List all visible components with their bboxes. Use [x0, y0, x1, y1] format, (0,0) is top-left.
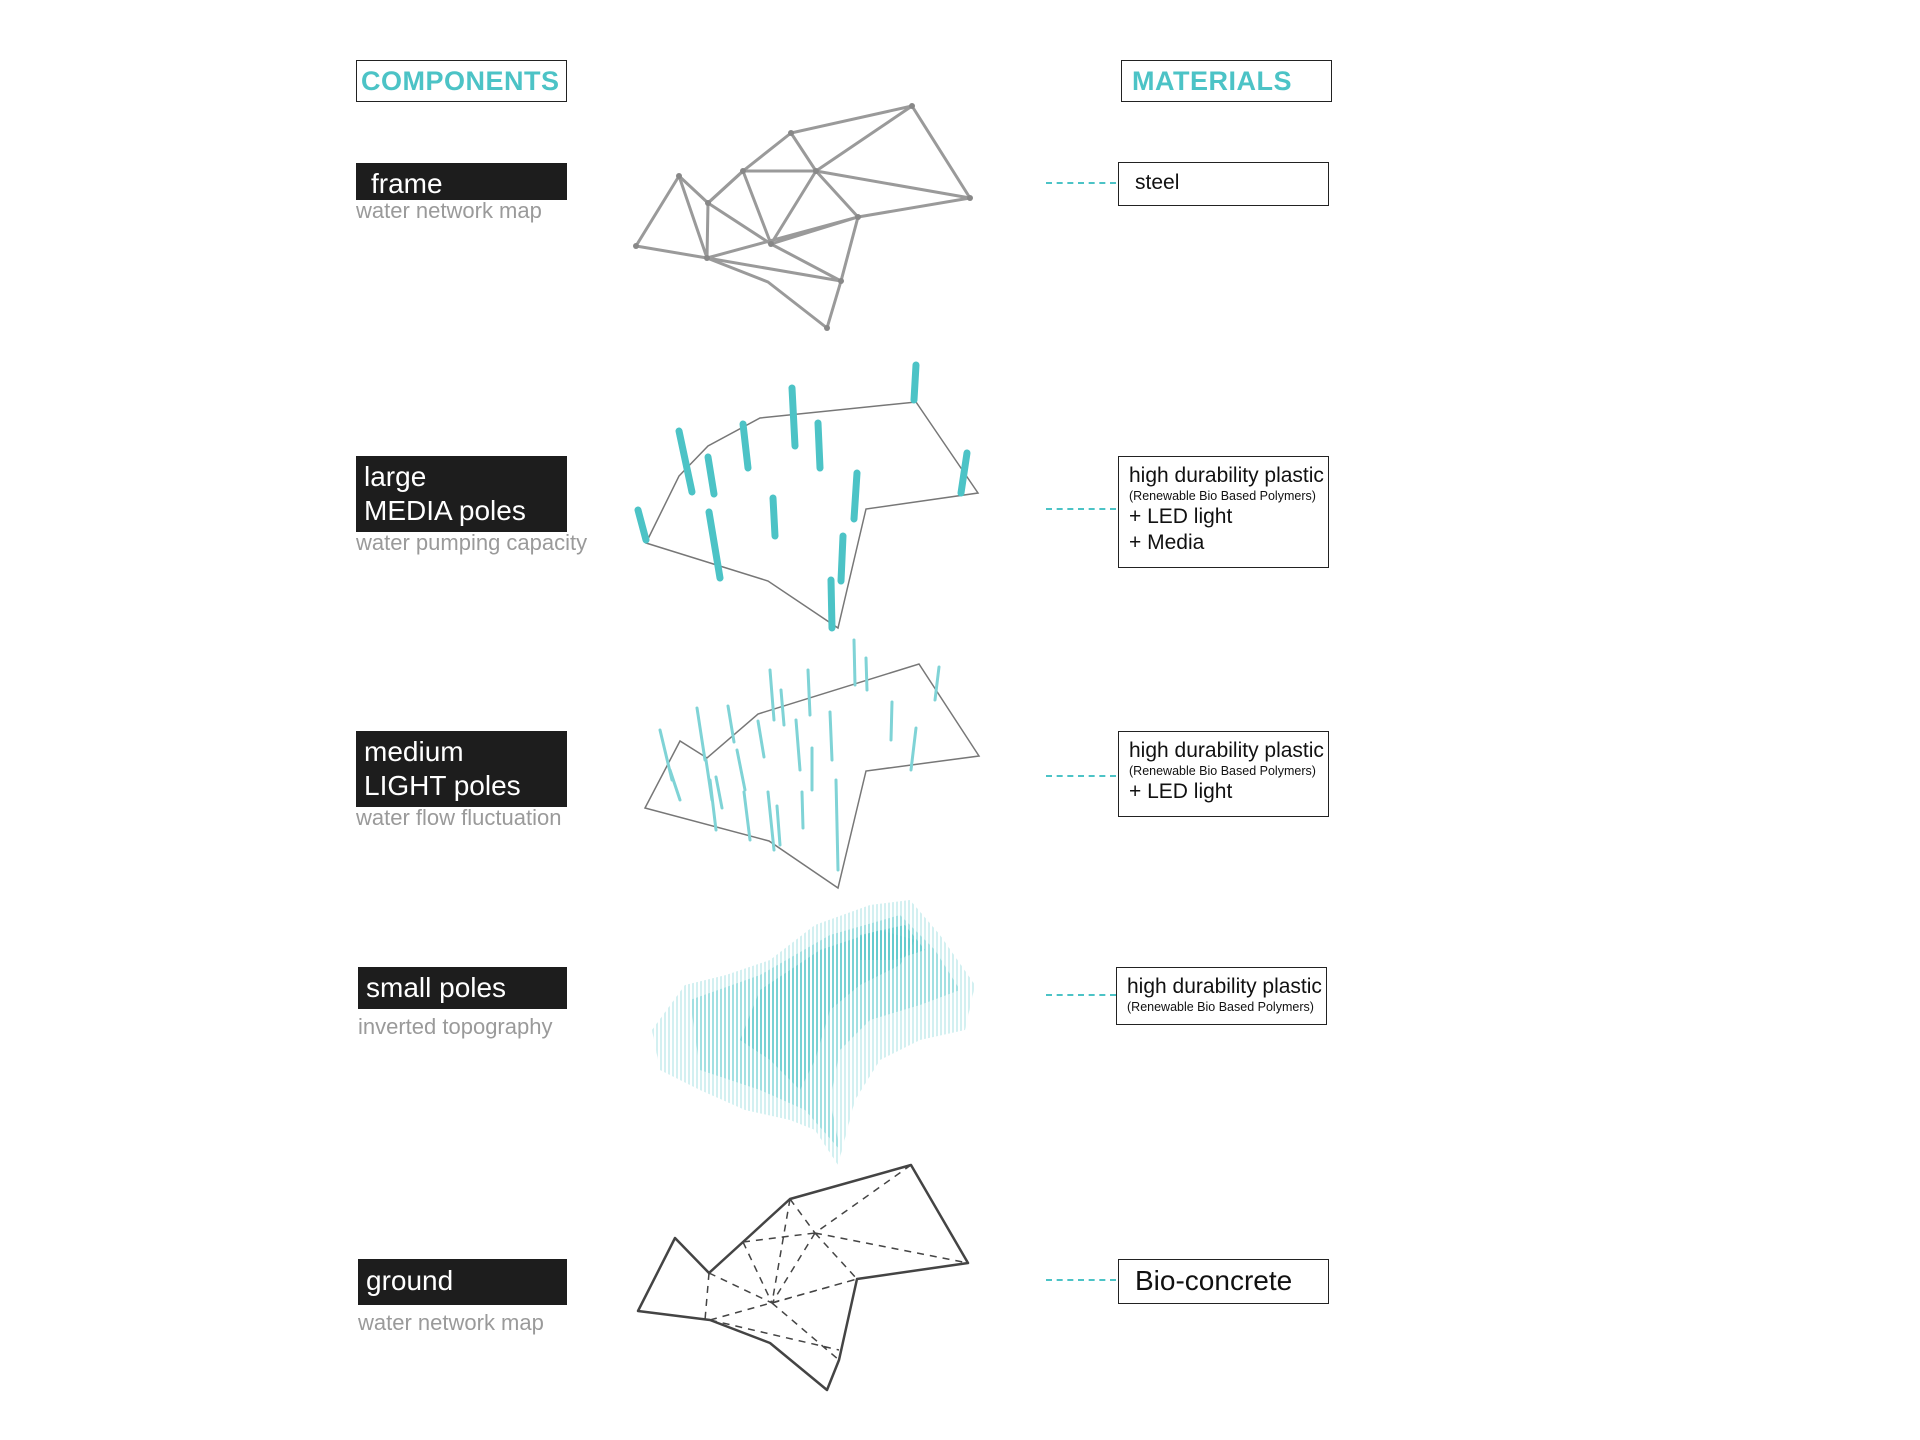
large-media-poles-drawing [638, 365, 978, 628]
material-name: high durability plastic [1127, 975, 1322, 998]
material-name: high durability plastic [1129, 739, 1324, 762]
small-poles-topography-drawing [652, 900, 975, 1165]
medium-light-poles-drawing [645, 640, 979, 888]
material-extra: + LED light [1129, 505, 1233, 528]
component-subtitle-large-media-poles: water pumping capacity [356, 530, 588, 555]
component-subtitle-small-poles: inverted topography [358, 1014, 553, 1039]
component-title: small poles [366, 972, 507, 1003]
material-note: (Renewable Bio Based Polymers) [1127, 1000, 1314, 1014]
material-name: steel [1135, 171, 1180, 194]
materials-header: MATERIALS [1121, 60, 1332, 102]
component-subtitle-medium-light-poles: water flow fluctuation [356, 805, 562, 830]
component-subtitle-ground: water network map [358, 1310, 544, 1335]
component-title: frame [371, 168, 443, 199]
material-note: (Renewable Bio Based Polymers) [1129, 764, 1316, 778]
material-extra: + LED light [1129, 780, 1233, 803]
frame-truss-drawing [633, 103, 973, 331]
component-title-line2: MEDIA poles [364, 495, 526, 526]
component-subtitle-frame: water network map [356, 198, 542, 223]
component-title-line2: LIGHT poles [364, 770, 521, 801]
component-title-line1: large [364, 461, 427, 492]
component-title: ground [366, 1265, 454, 1296]
material-name: Bio-concrete [1135, 1265, 1293, 1296]
component-title-line1: medium [364, 736, 464, 767]
material-name: high durability plastic [1129, 464, 1324, 487]
material-extra: + Media [1129, 531, 1205, 554]
material-note: (Renewable Bio Based Polymers) [1129, 489, 1316, 503]
ground-plate-drawing [638, 1165, 968, 1390]
components-header: COMPONENTS [356, 60, 567, 102]
